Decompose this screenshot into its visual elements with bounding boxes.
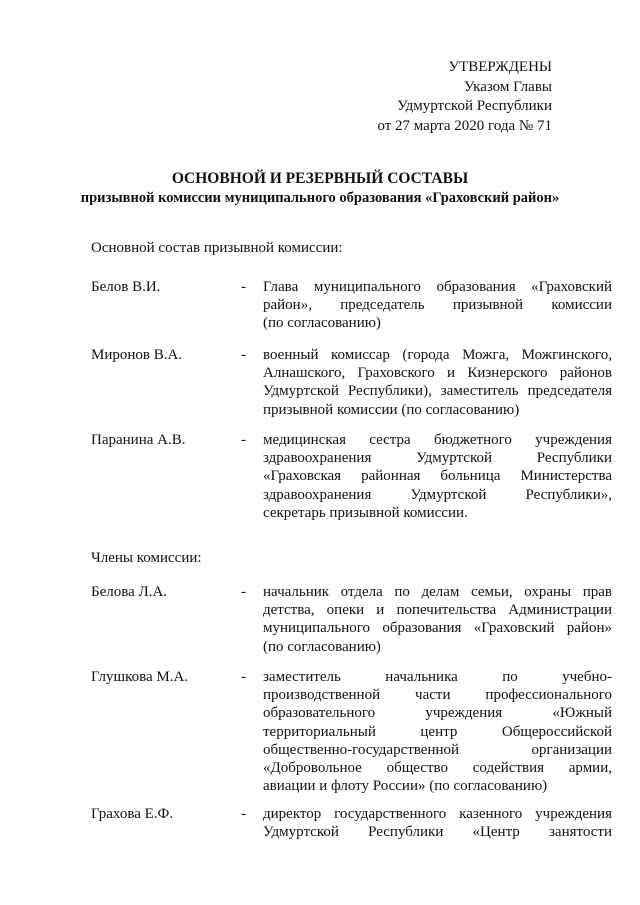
- member-description: [263, 668, 612, 795]
- approval-line-3: Удмуртской Республики: [397, 98, 552, 114]
- description-line: муниципального образования «Граховский район»: [263, 620, 612, 637]
- description-line: Глава муниципального образования «Граховский: [263, 279, 612, 295]
- description-line: Удмуртской Республики), заместитель председателя: [263, 383, 612, 400]
- description-line: (по согласованию): [263, 638, 381, 655]
- member-dash: -: [241, 279, 246, 295]
- member-dash: -: [241, 669, 246, 685]
- description-line: Алнашского, Граховского и Кизнерского районов: [263, 365, 612, 382]
- approval-block: [377, 58, 552, 136]
- description-line: район», председатель призывной комиссии: [263, 297, 612, 314]
- member-name: Белов В.И.: [91, 279, 161, 295]
- description-line: военный комиссар (города Можга, Можгинского,: [263, 347, 612, 363]
- member-description: [263, 278, 612, 333]
- description-line: Удмуртской Республики «Центр занятости: [263, 824, 612, 841]
- description-line: производственной части профессионального: [263, 687, 612, 704]
- document-subtitle: призывной комиссии муниципального образования «Граховский район»: [80, 190, 560, 206]
- member-name: Белова Л.А.: [91, 584, 168, 600]
- approval-line-4: от 27 марта 2020 года № 71: [377, 117, 552, 134]
- description-line: детства, опеки и попечительства Администрации: [263, 602, 612, 619]
- description-line: «Добровольное общество содействия армии,: [263, 760, 612, 777]
- member-dash: -: [241, 584, 246, 600]
- description-line: здравоохранения Удмуртской Республики»,: [263, 486, 612, 503]
- member-name: Миронов В.А.: [91, 347, 183, 363]
- main-section-heading: Основной состав призывной комиссии:: [91, 240, 343, 256]
- member-description: [263, 583, 612, 656]
- member-description: [263, 805, 612, 841]
- description-line: медицинская сестра бюджетного учреждения: [263, 432, 612, 448]
- member-dash: -: [241, 806, 246, 822]
- description-line: (по согласованию): [263, 315, 381, 332]
- member-name: Глушкова М.А.: [91, 669, 189, 685]
- description-line: «Граховская районная больница Министерства: [263, 468, 612, 485]
- members-section-heading: Члены комиссии:: [91, 550, 202, 566]
- description-line: общественно-государственной организации: [263, 741, 612, 758]
- member-description: [263, 346, 612, 419]
- approval-line-2: Указом Главы: [463, 78, 552, 95]
- description-line: здравоохранения Удмуртской Республики: [263, 450, 612, 467]
- description-line: образовательного учреждения «Южный: [263, 705, 612, 722]
- approval-line-1: УТВЕРЖДЕНЫ: [448, 59, 552, 75]
- description-line: заместитель начальника по учебно-: [263, 669, 612, 685]
- description-line: авиации и флоту России» (по согласованию): [263, 778, 548, 795]
- document-title: ОСНОВНОЙ И РЕЗЕРВНЫЙ СОСТАВЫ: [171, 170, 469, 187]
- description-line: директор государственного казенного учреждения: [263, 806, 612, 822]
- description-line: территориальный центр Общероссийской: [263, 723, 612, 740]
- member-description: [263, 431, 612, 522]
- description-line: начальник отдела по делам семьи, охраны прав: [263, 584, 612, 600]
- member-name: Грахова Е.Ф.: [91, 806, 174, 822]
- member-name: Паранина А.В.: [91, 432, 186, 448]
- member-dash: -: [241, 347, 246, 363]
- description-line: призывной комиссии (по согласованию): [263, 401, 520, 418]
- member-dash: -: [241, 432, 246, 448]
- description-line: секретарь призывной комиссии.: [263, 504, 468, 521]
